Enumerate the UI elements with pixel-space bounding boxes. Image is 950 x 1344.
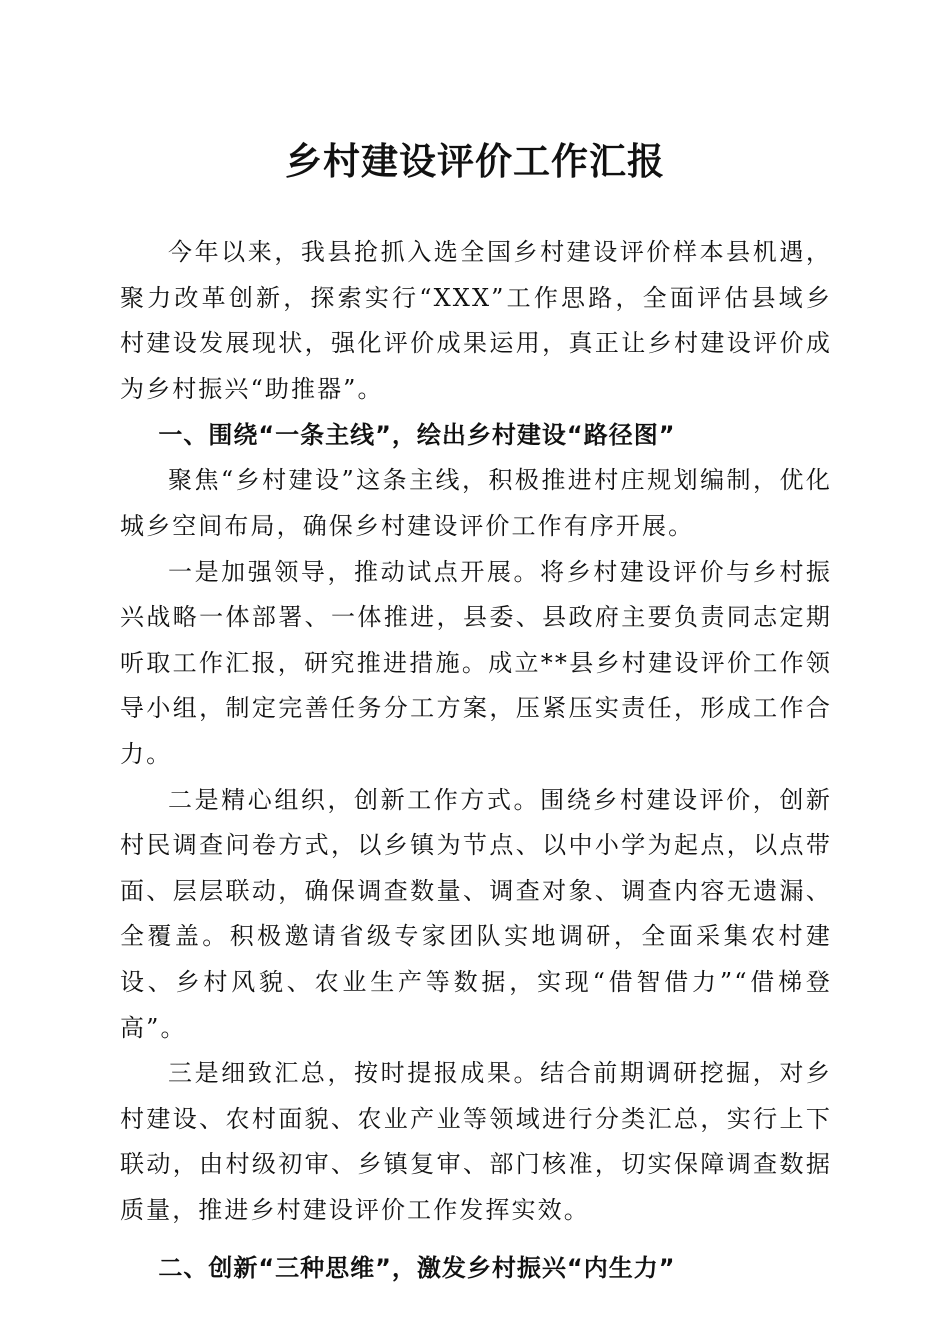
item-3-text: 结合前期调研挖掘，对乡村建设、农村面貌、农业产业等领域进行分类汇总，实行上下联动，由村级初审、乡镇复审、部门核准，切实保障调查数据质量，推进乡村建设评价工作发挥实效。 bbox=[120, 1059, 832, 1224]
item-3-lead: 三是细致汇总，按时提报成果。 bbox=[168, 1059, 541, 1088]
section-1-heading: 一、围绕“一条主线”，绘出乡村建设“路径图” bbox=[158, 421, 676, 450]
document-body bbox=[120, 230, 832, 1291]
item-1-lead: 一是加强领导，推动试点开展。 bbox=[168, 557, 541, 586]
section-1-item-3 bbox=[120, 1051, 832, 1233]
item-1-text: 将乡村建设评价与乡村振兴战略一体部署、一体推进，县委、县政府主要负责同志定期听取工作汇报，研究推进措施。成立**县乡村建设评价工作领导小组，制定完善任务分工方案，压紧压实责任，形成工作合力。 bbox=[120, 557, 832, 768]
section-1-item-1 bbox=[120, 550, 832, 778]
section-2-heading: 二、创新“三种思维”，激发乡村振兴“内生力” bbox=[158, 1254, 676, 1283]
item-2-text: 围绕乡村建设评价，创新村民调查问卷方式，以乡镇为节点、以中小学为起点，以点带面、层层联动，确保调查数量、调查对象、调查内容无遗漏、全覆盖。积极邀请省级专家团队实地调研，全面采集农村建设、乡村风貌、农业生产等数据，实现“借智借力”“借梯登高”。 bbox=[120, 785, 832, 1042]
item-2-lead: 二是精心组织，创新工作方式。 bbox=[168, 785, 541, 814]
intro-paragraph: 今年以来，我县抢抓入选全国乡村建设评价样本县机遇，聚力改革创新，探索实行“XXX”工作思路，全面评估县域乡村建设发展现状，强化评价成果运用，真正让乡村建设评价成为乡村振兴“助推器”。 bbox=[120, 238, 832, 403]
document-title: 乡村建设评价工作汇报 bbox=[285, 139, 665, 183]
section-1-summary: 聚焦“乡村建设”这条主线，积极推进村庄规划编制，优化城乡空间布局，确保乡村建设评价工作有序开展。 bbox=[120, 466, 832, 540]
section-1-item-2 bbox=[120, 778, 832, 1052]
